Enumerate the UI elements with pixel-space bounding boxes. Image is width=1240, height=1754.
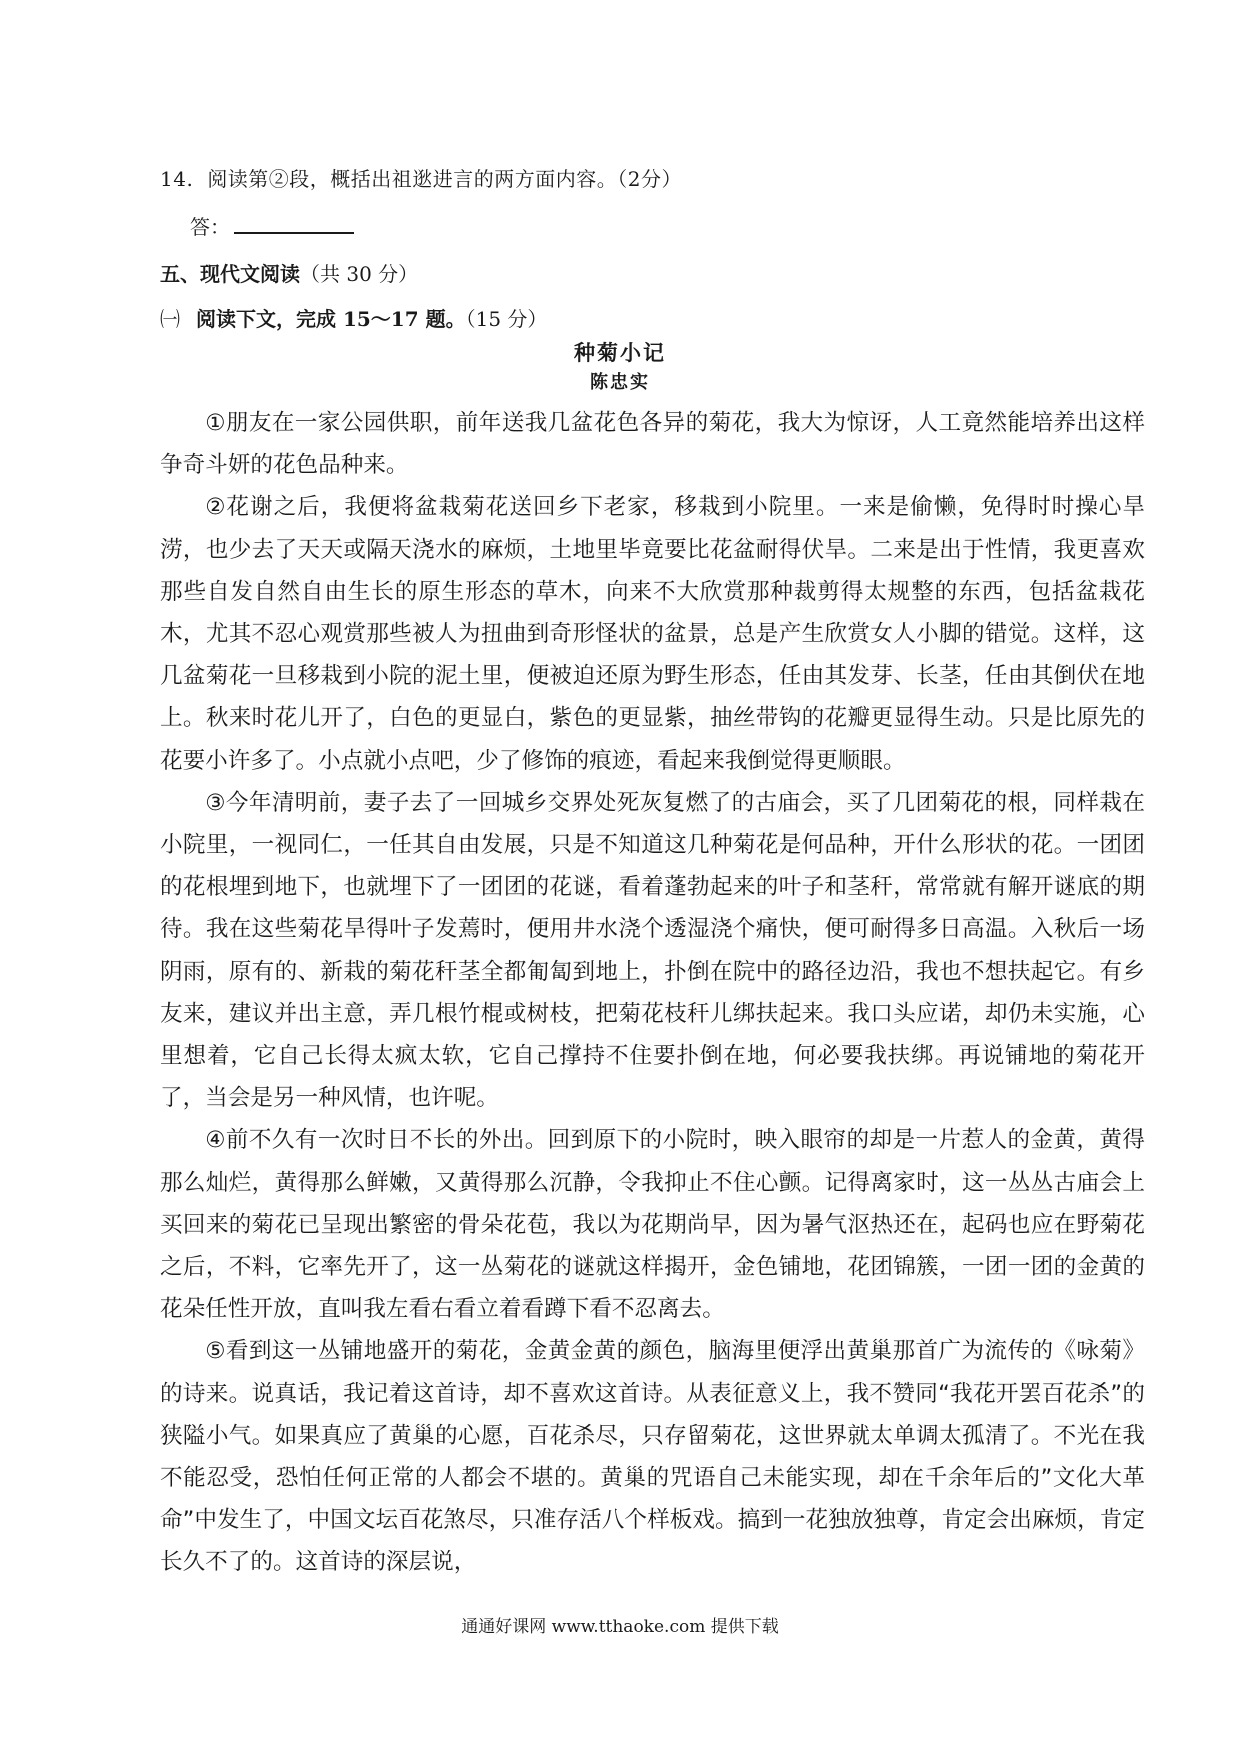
subsection-score: （15 分） (465, 307, 548, 331)
section-title: 五、现代文阅读 (160, 262, 300, 286)
subsection-heading (160, 303, 547, 332)
paragraph-3: ③今年清明前，妻子去了一回城乡交界处死灰复燃了的古庙会，买了几团菊花的根，同样栽在小院里，一视同仁，一任其自由发展，只是不知道这几种菊花是何品种，开什么形状的花。一团团的花根埋到地下，也就埋下了一团团的花谜，看着蓬勃起来的叶子和茎秆，常常就有解开谜底的期待。我在这些菊花旱得叶子发蔫时，便用井水浇个透湿浇个痛快，便可耐得多日高温。入秋后一场阴雨，原有的、新栽的菊花秆茎全都匍匐到地上，扑倒在院中的路径边沿，我也不想扶起它。有乡友来，建议并出主意，弄几根竹棍或树枝，把菊花枝秆儿绑扶起来。我口头应诺，却仍未实施，心里想着，它自己长得太疯太软，它自己撑持不住要扑倒在地，何必要我扶绑。再说铺地的菊花开了，当会是另一种风情，也许呢。 (160, 789, 1145, 1112)
subsection-marker: ㈠ (160, 307, 180, 331)
answer-blank (234, 214, 354, 234)
subsection-title: 阅读下文，完成 15～17 题。 (196, 307, 466, 331)
answer-label: 答： (190, 215, 230, 239)
page-footer: 通通好课网 www.tthaoke.com 提供下载 (461, 1617, 779, 1637)
paragraph-1: ①朋友在一家公园供职，前年送我几盆花色各异的菊花，我大为惊讶，人工竟然能培养出这样争奇斗妍的花色品种来。 (160, 410, 1145, 479)
paragraph-2: ②花谢之后，我便将盆栽菊花送回乡下老家，移栽到小院里。一来是偷懒，免得时时操心旱涝，也少去了天天或隔天浇水的麻烦，土地里毕竟要比花盆耐得伏旱。二来是出于性情，我更喜欢那些自发自然自由生长的原生形态的草木，向来不大欣赏那种裁剪得太规整的东西，包括盆栽花木，尤其不忍心观赏那些被人为扭曲到奇形怪状的盆景，总是产生欣赏女人小脚的错觉。这样，这几盆菊花一旦移栽到小院的泥土里，便被迫还原为野生形态，任由其发芽、长茎，任由其倒伏在地上。秋来时花儿开了，白色的更显白，紫色的更显紫，抽丝带钩的花瓣更显得生动。只是比原先的花要小许多了。小点就小点吧，少了修饰的痕迹，看起来我倒觉得更顺眼。 (160, 494, 1145, 774)
article-title: 种菊小记 (574, 340, 666, 365)
paragraph-5: ⑤看到这一丛铺地盛开的菊花，金黄金黄的颜色，脑海里便浮出黄巢那首广为流传的《咏菊》的诗来。说真话，我记着这首诗，却不喜欢这首诗。从表征意义上，我不赞同“我花开罢百花杀”的狭隘小气。如果真应了黄巢的心愿，百花杀尽，只存留菊花，这世界就太单调太孤清了。不光在我不能忍受，恐怕任何正常的人都会不堪的。黄巢的咒语自己未能实现，却在千余年后的”文化大革命”中发生了，中国文坛百花煞尽，只准存活八个样板戏。搞到一花独放独尊，肯定会出麻烦，肯定长久不了的。这首诗的深层说， (160, 1338, 1145, 1576)
question-14 (160, 163, 682, 192)
section-heading (160, 258, 418, 287)
question-text: 阅读第②段，概括出祖逖进言的两方面内容。（2分） (207, 167, 683, 191)
article-body (160, 402, 1145, 1584)
answer-line (190, 211, 354, 240)
article-author: 陈忠实 (590, 372, 650, 393)
question-number: 14. (160, 167, 194, 191)
paragraph-4: ④前不久有一次时日不长的外出。回到原下的小院时，映入眼帘的却是一片惹人的金黄，黄得那么灿烂，黄得那么鲜嫩，又黄得那么沉静，令我抑止不住心颤。记得离家时，这一丛丛古庙会上买回来的菊花已呈现出繁密的骨朵花苞，我以为花期尚早，因为暑气沤热还在，起码也应在野菊花之后，不料，它率先开了，这一丛菊花的谜就这样揭开，金色铺地，花团锦簇，一团一团的金黄的花朵任性开放，直叫我左看右看立着看蹲下看不忍离去。 (160, 1127, 1145, 1323)
section-score: （共 30 分） (300, 262, 419, 286)
